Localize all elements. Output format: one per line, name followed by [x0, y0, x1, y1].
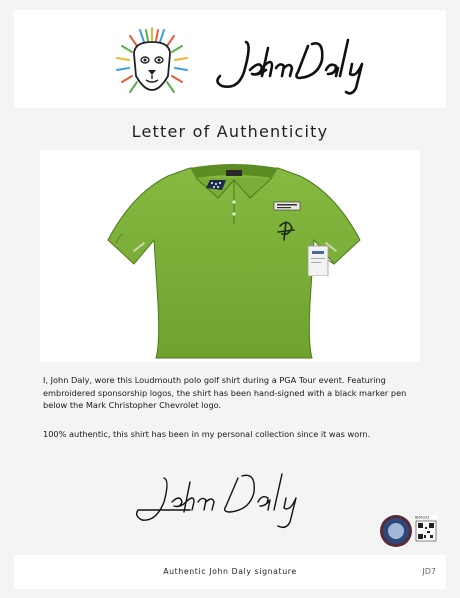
footer-band: [14, 555, 446, 589]
signature-top: [206, 32, 384, 98]
signature-bottom: [130, 468, 340, 532]
svg-text:BJ64333: BJ64333: [415, 515, 430, 520]
hologram-sticker-icon: [378, 513, 440, 549]
lion-logo-icon: [112, 24, 192, 104]
qr-code-icon: [416, 521, 436, 541]
price-tag-image: [307, 242, 329, 276]
header-band: [14, 10, 446, 108]
page-title: Letter of Authenticity: [131, 122, 329, 141]
shirt-photo: [40, 150, 420, 362]
body-paragraph-2: 100% authentic, this shirt has been in my personal collection since it was worn.: [43, 429, 371, 439]
document-code: JD7: [422, 567, 436, 576]
body-paragraph-1: I, John Daly, wore this Loudmouth polo golf shirt during a PGA Tour event. Featuring embroidered sponsorship logos, the shirt has been hand-signed with a black marker pen below the Mark Christopher Chevrolet logo.: [43, 375, 407, 411]
footer-caption: Authentic John Daly signature: [163, 567, 297, 576]
